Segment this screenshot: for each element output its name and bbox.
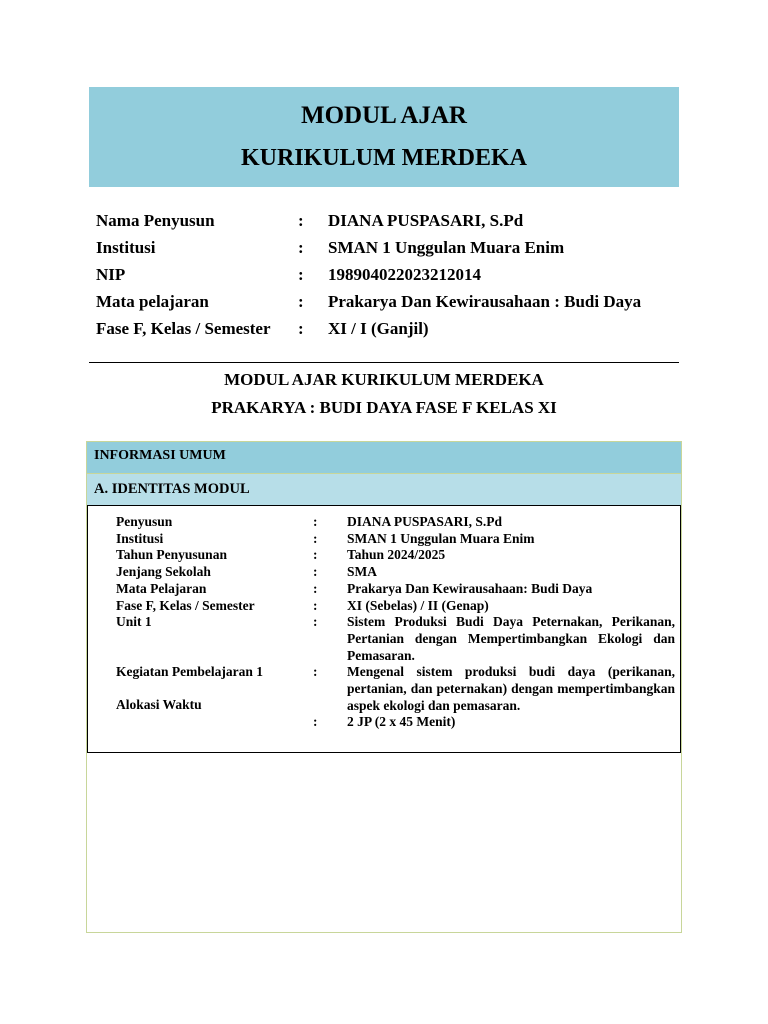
identitas-modul-label: A. IDENTITAS MODUL: [94, 481, 250, 497]
info-row-fase: [96, 315, 686, 342]
info-row-penyusun: [96, 207, 686, 234]
identitas-label: Kegiatan Pembelajaran 1: [116, 664, 263, 680]
info-separator: :: [298, 211, 304, 230]
identitas-label: Alokasi Waktu: [116, 697, 202, 713]
identitas-separator: :: [313, 614, 318, 630]
identitas-value: Mengenal sistem produksi budi daya (perikanan, pertanian, dan peternakan) dengan mempertimbangkan aspek ekologi dan pemasaran.: [347, 664, 675, 713]
informasi-umum-label: INFORMASI UMUM: [94, 448, 226, 463]
divider: [89, 362, 679, 363]
identitas-separator: :: [313, 597, 318, 613]
document-subtitle: KURIKULUM MERDEKA: [241, 145, 527, 171]
identitas-separator: :: [313, 580, 318, 596]
info-row-mapel: [96, 288, 686, 315]
info-value: XI / I (Ganjil): [328, 319, 429, 338]
section-subtitle: PRAKARYA : BUDI DAYA FASE F KELAS XI: [211, 398, 557, 417]
identitas-value: 2 JP (2 x 45 Menit): [347, 714, 456, 730]
informasi-umum-header: [87, 442, 681, 474]
identitas-row: [116, 531, 676, 548]
identitas-label: Tahun Penyusunan: [116, 547, 227, 563]
info-separator: :: [298, 292, 304, 311]
info-label: NIP: [96, 265, 126, 284]
info-value: Prakarya Dan Kewirausahaan : Budi Daya: [328, 292, 642, 311]
document-title: MODUL AJAR: [301, 102, 467, 129]
identitas-separator: :: [313, 530, 318, 546]
info-label: Fase F, Kelas / Semester: [96, 319, 271, 338]
identitas-value: Sistem Produksi Budi Daya Peternakan, Perikanan, Pertanian dengan Mempertimbangkan Ekologi dan Pemasaran.: [347, 614, 675, 663]
identitas-value: SMA: [347, 564, 377, 580]
identitas-row: [116, 697, 676, 731]
identitas-value: XI (Sebelas) / II (Genap): [347, 597, 489, 613]
identitas-separator: :: [313, 714, 318, 730]
identitas-list: [116, 514, 676, 731]
identitas-row: [116, 547, 676, 564]
identitas-row: [116, 564, 676, 581]
identitas-separator: :: [313, 514, 318, 529]
info-value: DIANA PUSPASARI, S.Pd: [328, 211, 524, 230]
identitas-separator: :: [313, 564, 318, 580]
info-label: Institusi: [96, 238, 156, 257]
identitas-label: Unit 1: [116, 614, 152, 630]
identitas-box: [87, 505, 681, 753]
info-separator: :: [298, 238, 304, 257]
identitas-value: Tahun 2024/2025: [347, 547, 446, 563]
identitas-label: Jenjang Sekolah: [116, 564, 211, 580]
identitas-separator: :: [313, 547, 318, 563]
info-label: Nama Penyusun: [96, 211, 215, 230]
info-label: Mata pelajaran: [96, 292, 209, 311]
info-row-institusi: [96, 234, 686, 261]
info-value: SMAN 1 Unggulan Muara Enim: [328, 238, 565, 257]
identitas-row: [116, 514, 676, 531]
info-separator: :: [298, 265, 304, 284]
identitas-row: [116, 598, 676, 615]
identitas-label: Fase F, Kelas / Semester: [116, 597, 255, 613]
title-banner: [89, 87, 679, 187]
info-value: 198904022023212014: [328, 265, 481, 284]
identitas-separator: :: [313, 664, 318, 680]
identitas-label: Mata Pelajaran: [116, 580, 207, 596]
identitas-row: [116, 614, 676, 664]
identitas-value: DIANA PUSPASARI, S.Pd: [347, 514, 503, 529]
identitas-label: Institusi: [116, 530, 164, 546]
identitas-value: Prakarya Dan Kewirausahaan: Budi Daya: [347, 580, 593, 596]
info-row-nip: [96, 261, 686, 288]
identitas-modul-header: [87, 474, 681, 505]
identitas-row: [116, 581, 676, 598]
author-info: [96, 207, 686, 342]
identitas-label: Penyusun: [116, 514, 173, 529]
identitas-value: SMAN 1 Unggulan Muara Enim: [347, 530, 535, 546]
section-title: MODUL AJAR KURIKULUM MERDEKA: [224, 370, 544, 389]
info-separator: :: [298, 319, 304, 338]
